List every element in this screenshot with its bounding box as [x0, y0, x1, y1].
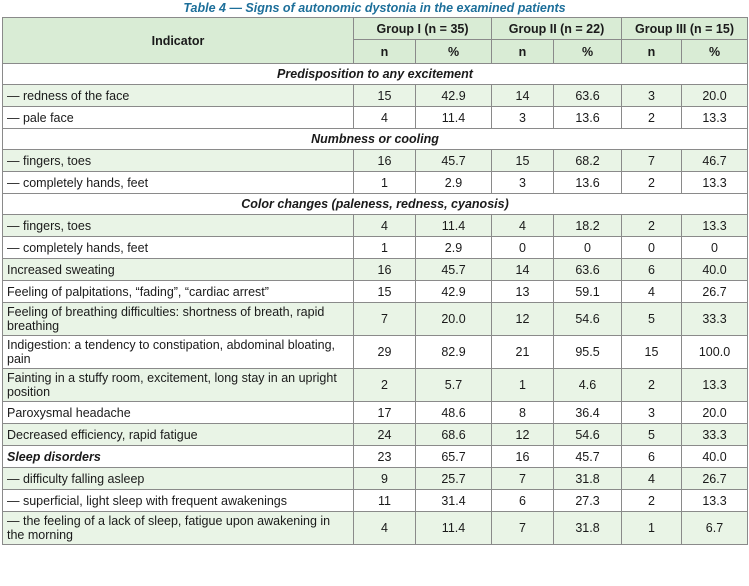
- cell-count: 8: [492, 402, 554, 424]
- cell-percent: 65.7: [416, 446, 492, 468]
- cell-percent: 54.6: [554, 303, 622, 336]
- cell-count: 16: [492, 446, 554, 468]
- cell-count: 12: [492, 424, 554, 446]
- section-row: [3, 129, 748, 150]
- table-row: [3, 512, 748, 545]
- cell-count: 3: [492, 107, 554, 129]
- cell-count: 7: [492, 468, 554, 490]
- cell-percent: 20.0: [682, 402, 748, 424]
- table-row: [3, 85, 748, 107]
- header-group-1: Group I (n = 35): [354, 18, 492, 40]
- cell-count: 6: [622, 259, 682, 281]
- row-label: Feeling of palpitations, “fading”, “cardiac arrest”: [3, 281, 354, 303]
- cell-percent: 13.6: [554, 172, 622, 194]
- cell-percent: 36.4: [554, 402, 622, 424]
- cell-count: 0: [492, 237, 554, 259]
- cell-percent: 27.3: [554, 490, 622, 512]
- cell-count: 15: [354, 281, 416, 303]
- cell-count: 1: [354, 172, 416, 194]
- cell-count: 15: [622, 336, 682, 369]
- cell-percent: 45.7: [416, 259, 492, 281]
- cell-percent: 46.7: [682, 150, 748, 172]
- table-row: [3, 490, 748, 512]
- table-row: [3, 150, 748, 172]
- cell-count: 24: [354, 424, 416, 446]
- header-pct: %: [416, 40, 492, 64]
- cell-percent: 100.0: [682, 336, 748, 369]
- table-row: [3, 215, 748, 237]
- table-row: [3, 303, 748, 336]
- cell-count: 15: [492, 150, 554, 172]
- cell-percent: 2.9: [416, 237, 492, 259]
- cell-percent: 63.6: [554, 85, 622, 107]
- cell-count: 0: [622, 237, 682, 259]
- cell-percent: 54.6: [554, 424, 622, 446]
- cell-count: 3: [492, 172, 554, 194]
- header-indicator: Indicator: [3, 18, 354, 64]
- cell-percent: 11.4: [416, 215, 492, 237]
- cell-percent: 95.5: [554, 336, 622, 369]
- cell-count: 4: [354, 215, 416, 237]
- cell-percent: 13.3: [682, 490, 748, 512]
- cell-percent: 13.3: [682, 369, 748, 402]
- cell-count: 21: [492, 336, 554, 369]
- cell-percent: 0: [682, 237, 748, 259]
- cell-count: 4: [622, 281, 682, 303]
- table-row: [3, 424, 748, 446]
- cell-percent: 63.6: [554, 259, 622, 281]
- cell-count: 16: [354, 150, 416, 172]
- cell-percent: 20.0: [682, 85, 748, 107]
- row-label: Paroxysmal headache: [3, 402, 354, 424]
- cell-count: 14: [492, 259, 554, 281]
- cell-percent: 20.0: [416, 303, 492, 336]
- table-row: [3, 259, 748, 281]
- autonomic-dystonia-table: [2, 17, 748, 545]
- header-n: n: [622, 40, 682, 64]
- cell-percent: 11.4: [416, 512, 492, 545]
- cell-count: 6: [492, 490, 554, 512]
- row-label: Sleep disorders: [3, 446, 354, 468]
- row-label: — fingers, toes: [3, 215, 354, 237]
- cell-count: 7: [354, 303, 416, 336]
- section-row: [3, 194, 748, 215]
- row-label: — fingers, toes: [3, 150, 354, 172]
- header-n: n: [354, 40, 416, 64]
- cell-percent: 2.9: [416, 172, 492, 194]
- row-label: — pale face: [3, 107, 354, 129]
- cell-count: 3: [622, 402, 682, 424]
- row-label: Decreased efficiency, rapid fatigue: [3, 424, 354, 446]
- cell-percent: 33.3: [682, 424, 748, 446]
- cell-count: 2: [622, 107, 682, 129]
- cell-count: 2: [622, 490, 682, 512]
- cell-count: 15: [354, 85, 416, 107]
- cell-count: 2: [622, 215, 682, 237]
- cell-percent: 40.0: [682, 259, 748, 281]
- cell-count: 3: [622, 85, 682, 107]
- cell-count: 29: [354, 336, 416, 369]
- header-group-3: Group III (n = 15): [622, 18, 748, 40]
- cell-percent: 82.9: [416, 336, 492, 369]
- section-label: Numbness or cooling: [3, 129, 748, 150]
- header-n: n: [492, 40, 554, 64]
- cell-count: 6: [622, 446, 682, 468]
- cell-count: 4: [354, 107, 416, 129]
- table-row: [3, 107, 748, 129]
- cell-count: 7: [492, 512, 554, 545]
- cell-count: 5: [622, 424, 682, 446]
- cell-count: 17: [354, 402, 416, 424]
- cell-percent: 6.7: [682, 512, 748, 545]
- header-pct: %: [682, 40, 748, 64]
- cell-count: 9: [354, 468, 416, 490]
- table-row: [3, 468, 748, 490]
- cell-count: 4: [354, 512, 416, 545]
- table-body: [3, 64, 748, 545]
- cell-percent: 26.7: [682, 281, 748, 303]
- cell-count: 13: [492, 281, 554, 303]
- cell-percent: 13.3: [682, 172, 748, 194]
- cell-percent: 59.1: [554, 281, 622, 303]
- row-label: — completely hands, feet: [3, 237, 354, 259]
- header-pct: %: [554, 40, 622, 64]
- cell-count: 4: [492, 215, 554, 237]
- header-group-2: Group II (n = 22): [492, 18, 622, 40]
- table-caption: Table 4 — Signs of autonomic dystonia in the examined patients: [183, 1, 566, 15]
- row-label: — redness of the face: [3, 85, 354, 107]
- cell-percent: 18.2: [554, 215, 622, 237]
- cell-percent: 40.0: [682, 446, 748, 468]
- cell-percent: 4.6: [554, 369, 622, 402]
- cell-count: 1: [492, 369, 554, 402]
- cell-count: 1: [354, 237, 416, 259]
- cell-count: 12: [492, 303, 554, 336]
- cell-percent: 5.7: [416, 369, 492, 402]
- row-label: Feeling of breathing difficulties: shortness of breath, rapid breathing: [3, 303, 354, 336]
- cell-percent: 26.7: [682, 468, 748, 490]
- cell-percent: 33.3: [682, 303, 748, 336]
- cell-count: 23: [354, 446, 416, 468]
- table-row: [3, 446, 748, 468]
- header-row-groups: [3, 18, 748, 40]
- cell-count: 4: [622, 468, 682, 490]
- row-label: — the feeling of a lack of sleep, fatigue upon awakening in the morning: [3, 512, 354, 545]
- row-label: — difficulty falling asleep: [3, 468, 354, 490]
- cell-percent: 13.3: [682, 107, 748, 129]
- cell-count: 16: [354, 259, 416, 281]
- table-row: [3, 281, 748, 303]
- table-row: [3, 402, 748, 424]
- cell-count: 2: [622, 369, 682, 402]
- row-label: — completely hands, feet: [3, 172, 354, 194]
- cell-percent: 13.6: [554, 107, 622, 129]
- cell-percent: 68.2: [554, 150, 622, 172]
- row-label: Indigestion: a tendency to constipation, abdominal bloating, pain: [3, 336, 354, 369]
- section-row: [3, 64, 748, 85]
- cell-percent: 42.9: [416, 85, 492, 107]
- row-label: — superficial, light sleep with frequent awakenings: [3, 490, 354, 512]
- row-label: Increased sweating: [3, 259, 354, 281]
- cell-percent: 45.7: [416, 150, 492, 172]
- section-label: Color changes (paleness, redness, cyanosis): [3, 194, 748, 215]
- cell-percent: 25.7: [416, 468, 492, 490]
- cell-percent: 13.3: [682, 215, 748, 237]
- cell-count: 5: [622, 303, 682, 336]
- table-row: [3, 336, 748, 369]
- cell-percent: 31.4: [416, 490, 492, 512]
- cell-count: 2: [622, 172, 682, 194]
- row-label: Fainting in a stuffy room, excitement, long stay in an upright position: [3, 369, 354, 402]
- cell-count: 1: [622, 512, 682, 545]
- cell-count: 2: [354, 369, 416, 402]
- section-label: Predisposition to any excitement: [3, 64, 748, 85]
- cell-percent: 31.8: [554, 512, 622, 545]
- cell-count: 11: [354, 490, 416, 512]
- cell-percent: 11.4: [416, 107, 492, 129]
- table-row: [3, 237, 748, 259]
- table-row: [3, 369, 748, 402]
- cell-percent: 48.6: [416, 402, 492, 424]
- cell-percent: 45.7: [554, 446, 622, 468]
- cell-count: 14: [492, 85, 554, 107]
- cell-percent: 42.9: [416, 281, 492, 303]
- cell-count: 7: [622, 150, 682, 172]
- cell-percent: 0: [554, 237, 622, 259]
- table-row: [3, 172, 748, 194]
- cell-percent: 68.6: [416, 424, 492, 446]
- cell-percent: 31.8: [554, 468, 622, 490]
